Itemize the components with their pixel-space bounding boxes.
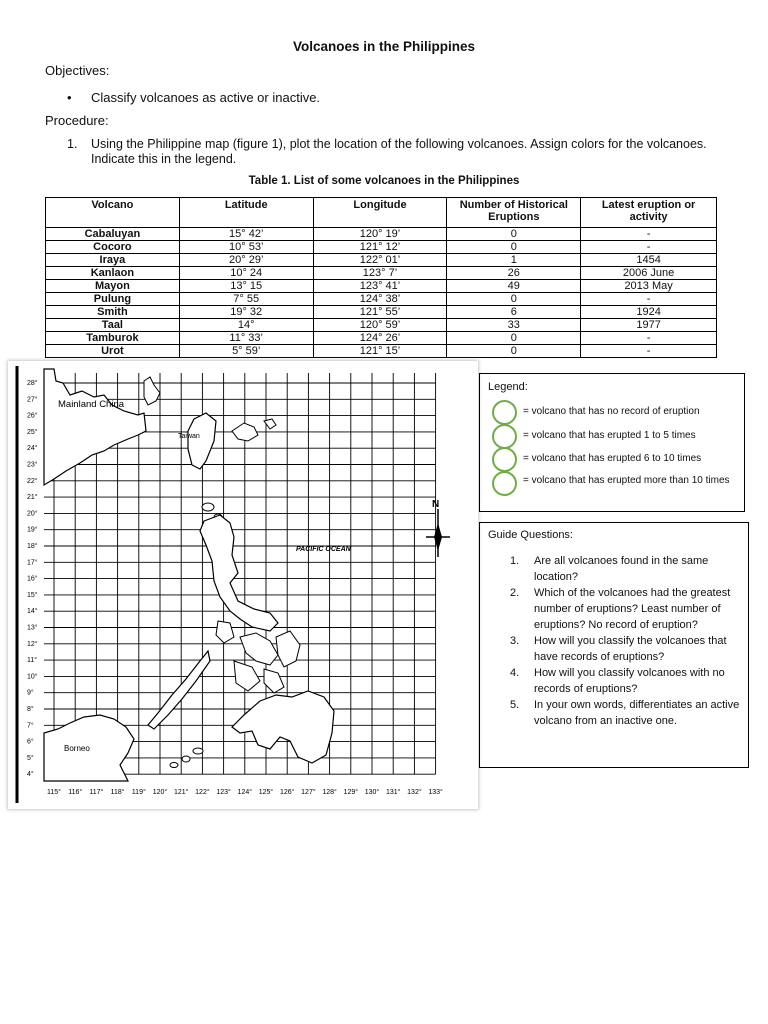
island-shape (182, 756, 190, 762)
volcano-name-cell: Iraya (46, 254, 180, 267)
table-cell: 2006 June (581, 267, 717, 280)
table-cell: 0 (447, 228, 581, 241)
column-header: Number of Historical Eruptions (447, 198, 581, 228)
table-row (46, 228, 717, 241)
latitude-label: 27° (27, 396, 38, 404)
latitude-label: 25° (27, 428, 38, 436)
bullet-icon: • (67, 90, 72, 105)
latitude-label: 21° (27, 494, 38, 502)
table-cell: 10° 53’ (179, 241, 313, 254)
longitude-label: 128° (322, 789, 337, 797)
island-shape (232, 423, 258, 441)
table-header-row (46, 198, 717, 228)
table-cell: 122° 01’ (313, 254, 447, 267)
table-cell: 13° 15 (179, 280, 313, 293)
latitude-label: 23° (27, 461, 38, 469)
latitude-label: 20° (27, 510, 38, 518)
latitude-label: 13° (27, 624, 38, 632)
longitude-label: 124° (237, 789, 253, 797)
table-row (46, 332, 717, 345)
longitude-label: 115° (47, 789, 61, 797)
volcano-name-cell: Taal (46, 319, 180, 332)
latitude-label: 14° (27, 608, 38, 616)
table-cell: 121° 12’ (313, 241, 447, 254)
column-header: Latest eruption or activity (581, 198, 717, 228)
volcano-name-cell: Mayon (46, 280, 180, 293)
table-cell: 2013 May (581, 280, 717, 293)
samar-shape (276, 631, 300, 667)
table-cell: 0 (447, 293, 581, 306)
latitude-label: 5° (27, 754, 34, 762)
latitude-label: 19° (27, 526, 38, 534)
volcano-name-cell: Urot (46, 345, 180, 358)
longitude-label: 119° (131, 789, 146, 797)
objectives-heading: Objectives: (45, 63, 110, 78)
borneo-label: Borneo (64, 744, 90, 753)
mindanao-shape (232, 691, 334, 763)
table-cell: 14° (179, 319, 313, 332)
table-cell: 7° 55 (179, 293, 313, 306)
island-shape (193, 748, 203, 754)
island-shape (202, 503, 214, 511)
longitude-label: 125° (258, 789, 274, 797)
latitude-label: 10° (27, 673, 38, 681)
latitude-label: 12° (27, 640, 38, 648)
mainland-china-shape (44, 369, 146, 485)
ocean-label: PACIFIC OCEAN (296, 546, 351, 553)
philippine-map (8, 361, 478, 809)
table-cell: 123° 7’ (313, 267, 447, 280)
latitude-label: 9° (27, 689, 34, 697)
table-cell: 1 (447, 254, 581, 267)
palawan-shape (148, 651, 210, 729)
table-cell: 121° 55’ (313, 306, 447, 319)
circle-icon (492, 424, 517, 449)
table-cell: 1454 (581, 254, 717, 267)
longitude-label: 131° (385, 789, 401, 797)
guide-question-list (506, 553, 742, 729)
longitude-label: 120° (152, 789, 168, 797)
guide-questions-box (479, 522, 749, 768)
table-cell: 1924 (581, 306, 717, 319)
guide-question: 1. Are all volcanoes found in the same location? (510, 555, 709, 583)
table-cell: 19° 32 (179, 306, 313, 319)
latitude-label: 11° (27, 657, 38, 665)
table-cell: 124° 26’ (313, 332, 447, 345)
legend-text: = volcano that has erupted more than 10 times (523, 475, 730, 486)
taiwan-shape (188, 413, 216, 469)
table-row (46, 241, 717, 254)
table-caption: Table 1. List of some volcanoes in the Philippines (248, 175, 520, 187)
table-row (46, 306, 717, 319)
volcano-name-cell: Pulung (46, 293, 180, 306)
longitude-label: 122° (195, 789, 210, 797)
latitude-labels (27, 379, 38, 778)
longitude-label: 121° (173, 789, 189, 797)
table-cell: 121° 15’ (313, 345, 447, 358)
north-label: N (432, 499, 440, 510)
longitude-label: 123° (216, 789, 231, 797)
volcano-table (45, 197, 717, 358)
circle-icon (492, 471, 517, 496)
latitude-label: 4° (27, 771, 34, 779)
longitude-label: 116° (68, 789, 83, 797)
table-cell: 0 (447, 345, 581, 358)
table-cell: 49 (447, 280, 581, 293)
table-row (46, 280, 717, 293)
step-text: Using the Philippine map (figure 1), plot the location of the following volcanoes. Assign colors for the volcanoes. Indicate this in the legend. (91, 137, 707, 166)
legend-box (479, 373, 745, 512)
longitude-label: 117° (89, 789, 104, 797)
latitude-label: 22° (27, 477, 38, 485)
longitude-label: 118° (110, 789, 125, 797)
latitude-label: 8° (27, 706, 34, 713)
circle-icon (492, 400, 517, 425)
guide-question: 3. How will you classify the volcanoes that have records of eruptions? (510, 635, 727, 663)
table-cell: - (581, 228, 717, 241)
guide-question: 5. In your own words, differentiates an active volcano from an inactive one. (510, 699, 740, 727)
volcano-name-cell: Cabaluyan (46, 228, 180, 241)
negros-shape (234, 661, 260, 691)
table-cell: 1977 (581, 319, 717, 332)
table-cell: 123° 41’ (313, 280, 447, 293)
table-row (46, 267, 717, 280)
table-row (46, 319, 717, 332)
mainland-china-label: Mainland China (58, 399, 125, 410)
legend-text: = volcano that has no record of eruption (523, 406, 700, 417)
table-cell: 124° 38’ (313, 293, 447, 306)
north-arrow-icon (426, 509, 450, 557)
table-cell: 0 (447, 241, 581, 254)
step-number: 1. (67, 137, 78, 151)
latitude-label: 7° (27, 722, 34, 730)
volcano-name-cell: Kanlaon (46, 267, 180, 280)
mindoro-shape (216, 621, 234, 643)
table-cell: 20° 29’ (179, 254, 313, 267)
guide-question: 2. Which of the volcanoes had the greatest number of eruptions? Least number of eruptions? No record of eruption? (510, 587, 731, 631)
longitude-label: 127° (301, 789, 316, 797)
table-row (46, 345, 717, 358)
table-cell: 33 (447, 319, 581, 332)
procedure-heading: Procedure: (45, 113, 109, 128)
latitude-label: 17° (27, 559, 38, 567)
column-header: Volcano (46, 198, 180, 228)
procedure-step (67, 137, 717, 167)
table-row (46, 293, 717, 306)
table-cell: - (581, 241, 717, 254)
column-header: Latitude (179, 198, 313, 228)
table-cell: - (581, 293, 717, 306)
table-cell: 26 (447, 267, 581, 280)
table-row (46, 254, 717, 267)
table-cell: 11° 33’ (179, 332, 313, 345)
bohol-shape (264, 669, 284, 693)
table-cell: 10° 24 (179, 267, 313, 280)
island-shape (170, 763, 178, 768)
latitude-label: 15° (27, 591, 38, 599)
longitude-label: 126° (279, 789, 295, 797)
guide-question: 4. How will you classify volcanoes with no records of eruptions? (510, 667, 725, 695)
volcano-name-cell: Tamburok (46, 332, 180, 345)
latitude-label: 18° (27, 543, 38, 550)
latitude-label: 26° (27, 412, 38, 420)
latitude-label: 6° (27, 738, 34, 746)
longitude-label: 132° (407, 789, 422, 797)
objective-text: Classify volcanoes as active or inactive. (91, 90, 321, 105)
table-cell: 120° 19’ (313, 228, 447, 241)
table-cell: 6 (447, 306, 581, 319)
table-cell: 120° 59’ (313, 319, 447, 332)
map-figure (8, 361, 478, 809)
objective-item (67, 90, 320, 105)
latitude-label: 28° (27, 380, 38, 387)
longitude-labels (47, 788, 443, 796)
volcano-name-cell: Smith (46, 306, 180, 319)
table-cell: - (581, 345, 717, 358)
taiwan-label: Taiwan (178, 433, 200, 440)
table-cell: - (581, 332, 717, 345)
page-title: Volcanoes in the Philippines (292, 39, 476, 54)
circle-icon (492, 447, 517, 472)
table-cell: 0 (447, 332, 581, 345)
coast-shape (144, 377, 160, 405)
volcano-name-cell: Cocoro (46, 241, 180, 254)
guide-title: Guide Questions: (488, 529, 573, 541)
legend-title: Legend: (488, 381, 528, 393)
longitude-label: 133° (428, 789, 443, 797)
legend-text: = volcano that has erupted 1 to 5 times (523, 430, 696, 441)
latitude-label: 24° (27, 445, 38, 453)
legend-text: = volcano that has erupted 6 to 10 times (523, 453, 702, 464)
table-cell: 15° 42’ (179, 228, 313, 241)
table-cell: 5° 59’ (179, 345, 313, 358)
latitude-label: 16° (27, 575, 38, 583)
column-header: Longitude (313, 198, 447, 228)
longitude-label: 130° (364, 789, 380, 797)
longitude-label: 129° (343, 789, 359, 797)
